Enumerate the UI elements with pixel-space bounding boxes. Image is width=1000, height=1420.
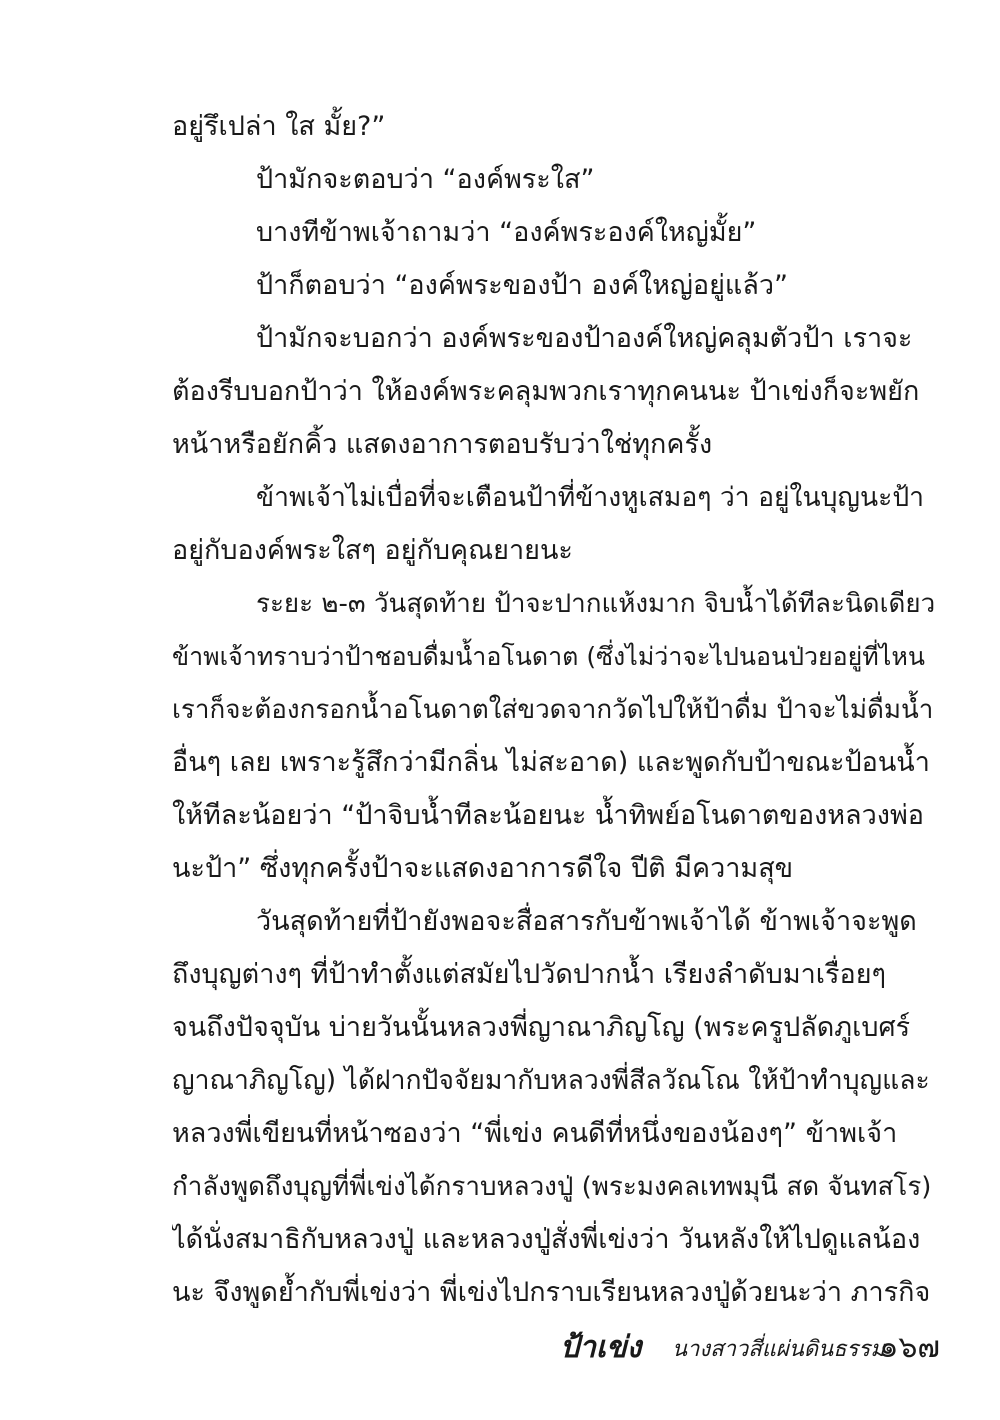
text-line: ข้าพเจ้าไม่เบื่อที่จะเตือนป้าที่ข้างหูเสมอๆ ว่า อยู่ในบุญนะป้า (256, 482, 925, 513)
text-line: หลวงพี่เขียนที่หน้าซองว่า “พี่เข่ง คนดีที่หนึ่งของน้องๆ” ข้าพเจ้า (172, 1118, 898, 1149)
text-line: หน้าหรือยักคิ้ว แสดงอาการตอบรับว่าใช่ทุกครั้ง (172, 429, 713, 460)
text-line: อยู่รึเปล่า ใส มั้ย?” (172, 111, 386, 142)
text-line: ได้นั่งสมาธิกับหลวงปู่ และหลวงปู่สั่งพี่เข่งว่า วันหลังให้ไปดูแลน้อง (172, 1224, 921, 1255)
text-line: อื่นๆ เลย เพราะรู้สึกว่ามีกลิ่น ไม่สะอาด) และพูดกับป้าขณะป้อนน้ำ (172, 747, 930, 778)
footer-title: ป้าเข่ง (560, 1330, 642, 1365)
text-line: อยู่กับองค์พระใสๆ อยู่กับคุณยายนะ (172, 535, 573, 566)
text-line: นะป้า” ซึ่งทุกครั้งป้าจะแสดงอาการดีใจ ปีติ มีความสุข (172, 853, 794, 884)
text-line: จนถึงปัจจุบัน บ่ายวันนั้นหลวงพี่ญาณาภิญโญ (พระครูปลัดภูเบศร์ (172, 1012, 911, 1043)
page-number: ๑๖๗ (879, 1330, 940, 1365)
text-line: ต้องรีบบอกป้าว่า ให้องค์พระคลุมพวกเราทุกคนนะ ป้าเข่งก็จะพยัก (172, 376, 920, 407)
text-line: ป้ามักจะตอบว่า “องค์พระใส” (256, 164, 595, 195)
text-line: ให้ทีละน้อยว่า “ป้าจิบน้ำทีละน้อยนะ น้ำทิพย์อโนดาตของหลวงพ่อ (172, 800, 924, 831)
text-line: ญาณาภิญโญ) ได้ฝากปัจจัยมากับหลวงพี่สีลวัณโณ ให้ป้าทำบุญและ (172, 1065, 930, 1096)
text-line: เราก็จะต้องกรอกน้ำอโนดาตใส่ขวดจากวัดไปให้ป้าดื่ม ป้าจะไม่ดื่มน้ำ (172, 695, 934, 725)
text-line: ถึงบุญต่างๆ ที่ป้าทำตั้งแต่สมัยไปวัดปากน้ำ เรียงลำดับมาเรื่อยๆ (172, 959, 887, 990)
text-line: ป้ามักจะบอกว่า องค์พระของป้าองค์ใหญ่คลุมตัวป้า เราจะ (256, 323, 913, 354)
footer-book-title: นางสาวสี่แผ่นดินธรรม (672, 1337, 885, 1362)
text-line: กำลังพูดถึงบุญที่พี่เข่งได้กราบหลวงปู่ (พระมงคลเทพมุนี สด จันทสโร) (172, 1172, 932, 1202)
text-line: บางทีข้าพเจ้าถามว่า “องค์พระองค์ใหญ่มั้ย” (256, 217, 757, 248)
text-line: ข้าพเจ้าทราบว่าป้าชอบดื่มน้ำอโนดาต (ซึ่งไม่ว่าจะไปนอนป่วยอยู่ที่ไหน (172, 642, 925, 671)
page-footer (560, 1318, 940, 1378)
text-line: ป้าก็ตอบว่า “องค์พระของป้า องค์ใหญ่อยู่แล้ว” (256, 270, 789, 301)
text-line: วันสุดท้ายที่ป้ายังพอจะสื่อสารกับข้าพเจ้าได้ ข้าพเจ้าจะพูด (256, 906, 917, 937)
text-line: ระยะ ๒-๓ วันสุดท้าย ป้าจะปากแห้งมาก จิบน้ำได้ทีละนิดเดียว (256, 589, 935, 619)
text-line: นะ จึงพูดย้ำกับพี่เข่งว่า พี่เข่งไปกราบเรียนหลวงปู่ด้วยนะว่า ภารกิจ (172, 1277, 931, 1308)
